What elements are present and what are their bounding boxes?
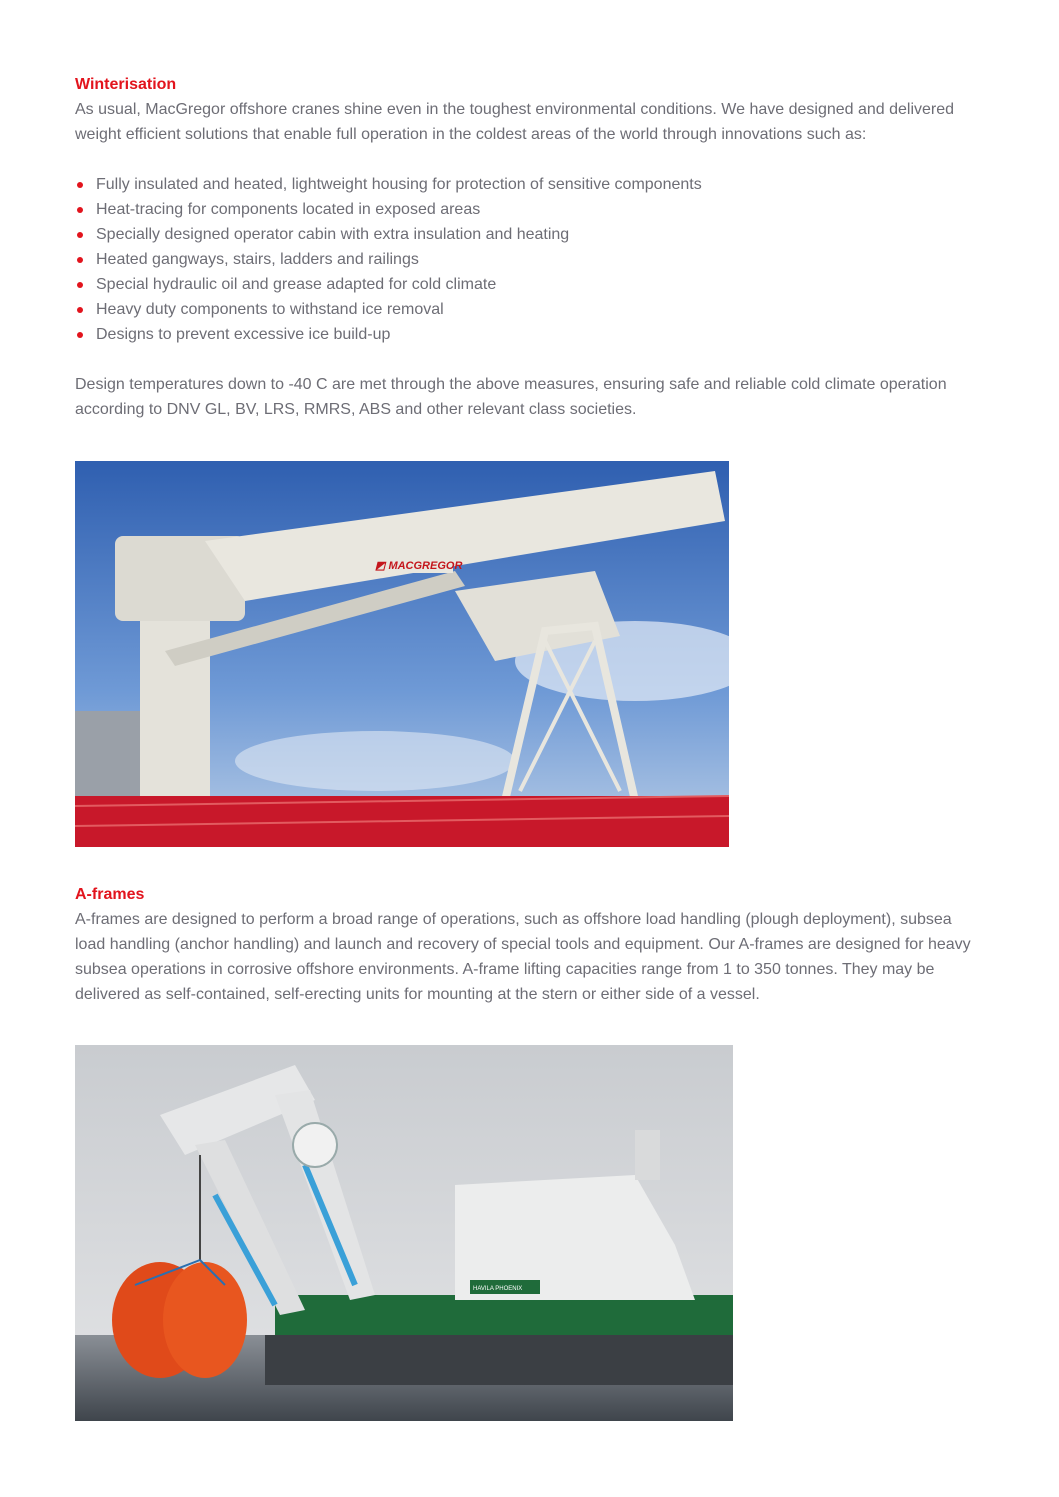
bullet-icon [77,232,83,238]
ship-name-label: HAVILA PHOENIX [473,1286,523,1292]
bullet-icon [77,257,83,263]
intro-paragraph: As usual, MacGregor offshore cranes shine even in the toughest environmental conditions. We have designed and delivered weight efficient solutions that enable full operation in the coldest areas of the world through innovations such as: [75,101,955,143]
feature-list [75,172,975,347]
closing-paragraph: Design temperatures down to -40 C are met through the above measures, ensuring safe and reliable cold climate operation according to DNV GL, BV, LRS, RMRS, ABS and other relevant class societies. [75,376,947,418]
list-item: Special hydraulic oil and grease adapted for cold climate [75,272,975,297]
offshore-crane-photo [75,461,729,847]
list-item: Heat-tracing for components located in exposed areas [75,197,975,222]
list-item: Designs to prevent excessive ice build-up [75,322,975,347]
bullet-icon [77,332,83,338]
list-item: Heated gangways, stairs, ladders and railings [75,247,975,272]
aframes-section [75,882,975,1007]
list-item: Fully insulated and heated, lightweight housing for protection of sensitive components [75,172,975,197]
bullet-icon [77,282,83,288]
bullet-icon [77,182,83,188]
bullet-icon [77,207,83,213]
aframes-paragraph: A-frames are designed to perform a broad range of operations, such as offshore load handling (plough deployment), subsea load handling (anchor handling) and launch and recovery of special tools and equipment. Our A-frames are designed for heavy subsea operations in corrosive offshore environments. A-frame lifting capacities range from 1 to 350 tonnes. They may be delivered as self-contained, self-erecting units for mounting at the stern or either side of a vessel. [75,911,971,1003]
a-frame-photo [75,1045,733,1421]
macgregor-logo: ◩ MACGREGOR [375,560,463,572]
list-item: Heavy duty components to withstand ice removal [75,297,975,322]
section-heading: Winterisation [75,76,177,93]
list-item: Specially designed operator cabin with extra insulation and heating [75,222,975,247]
section-heading: A-frames [75,886,145,903]
bullet-icon [77,307,83,313]
winterisation-section [75,72,975,422]
